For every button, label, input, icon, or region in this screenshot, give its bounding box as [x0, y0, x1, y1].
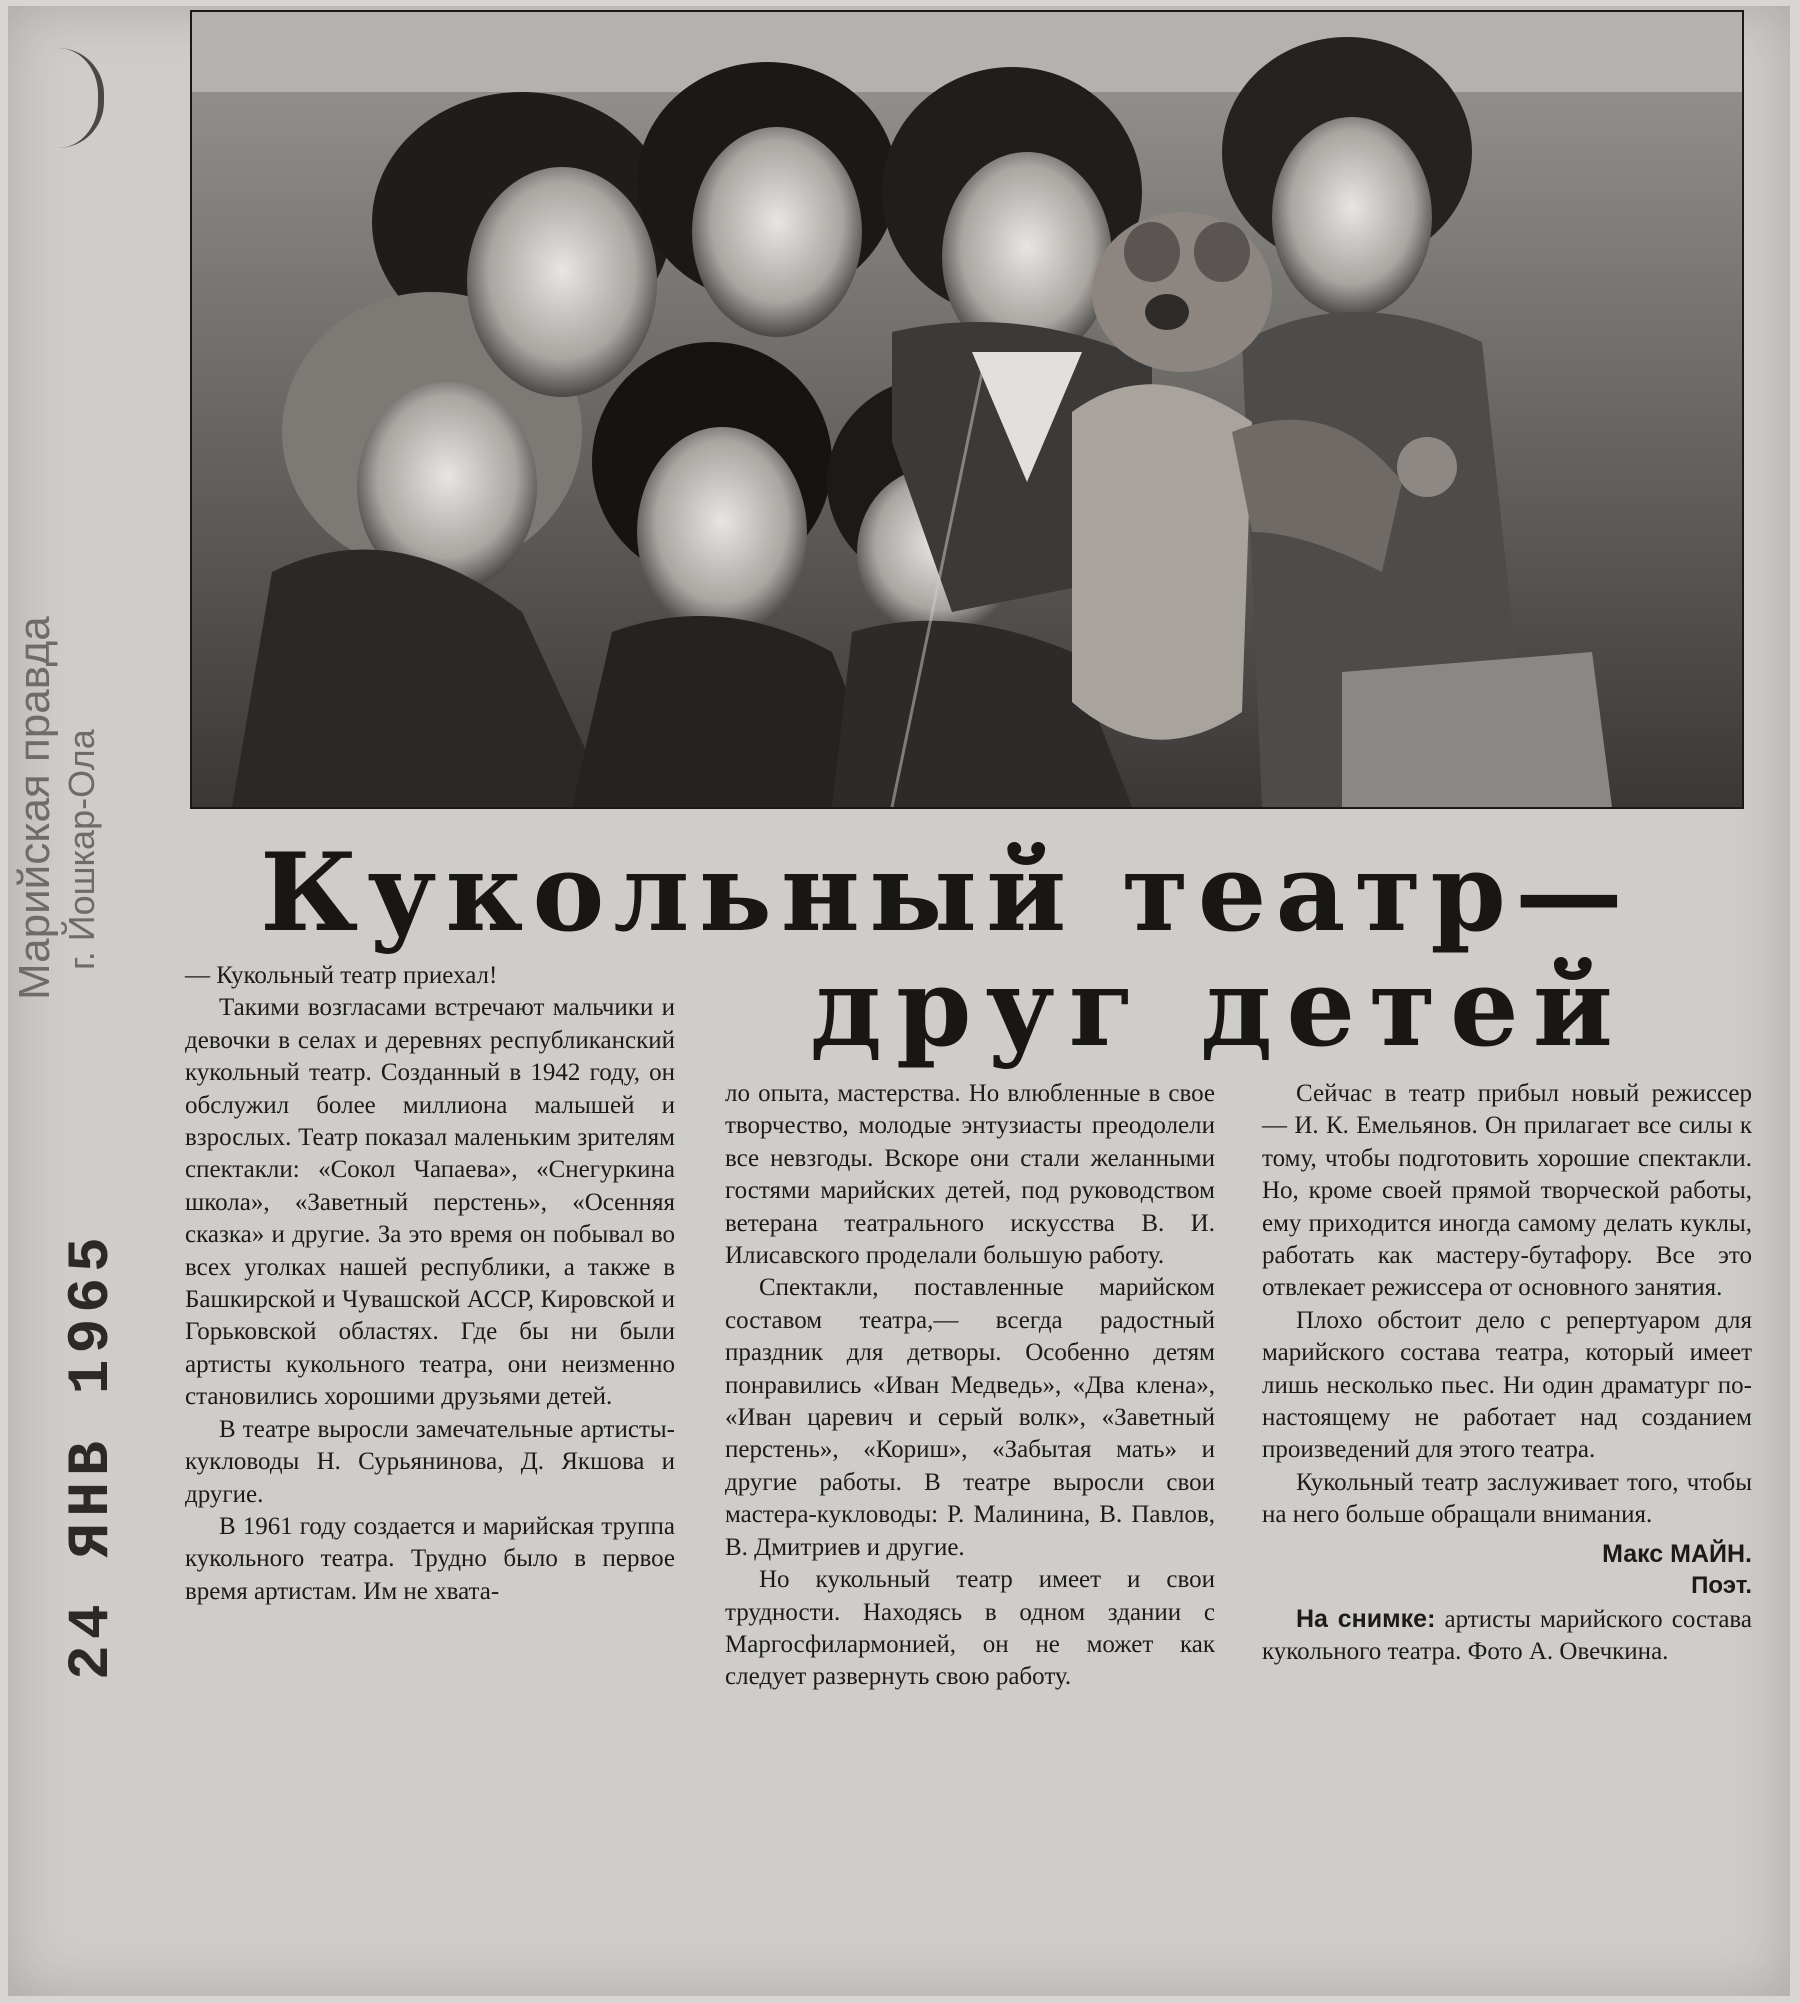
puppet-troupe-photo [190, 10, 1744, 809]
headline-line-2: друг детей [810, 945, 1627, 1071]
caption-label: На снимке: [1296, 1604, 1436, 1633]
photo-caption [1262, 1603, 1752, 1669]
article-paragraph: Сейчас в театр прибыл новый режиссер — И. К. Емельянов. Он прилагает все силы к тому, чтобы подготовить хорошие спектакли. Но, кроме своей прямой творческой работы, ему приходится иногда самому делать куклы, работать как мастеру-бутафору. Все это отвлекает режиссера от основного занятия. [1262, 1080, 1752, 1302]
article-paragraph: Кукольный театр заслуживает того, чтобы на него больше обращали внимания. [1262, 1468, 1752, 1529]
article-paragraph: — Кукольный театр приехал! [185, 962, 498, 989]
article-column-1 [185, 960, 675, 1608]
photo-puppet-troupe-icon [192, 12, 1742, 807]
author-role: Поэт. [1691, 1572, 1752, 1600]
article-paragraph: Но кукольный театр имеет и свои трудности. Находясь в одном здании с Маргосфилармонией, он не может как следует развернуть свою работу. [725, 1566, 1215, 1691]
article-column-3 [1262, 1078, 1752, 1668]
author-name: Макс МАЙН. [1602, 1539, 1752, 1568]
newspaper-city: г. Йошкар-Ола [61, 729, 102, 970]
article-paragraph: Плохо обстоит дело с репертуаром для марийского состава театра, который имеет лишь несколько пьес. Ни один драматург по-настоящему не работает над созданием произведений для этого театра. [1262, 1306, 1752, 1464]
masthead [10, 500, 160, 1000]
article-paragraph: Спектакли, поставленные марийском составом театра,— всегда радостный праздник для детворы. Особенно детям понравились «Иван Медведь», «Два клена», «Иван царевич и серый волк», «Заветный перстень», «Кориш», «Забытая мать» и другие работы. В театре выросли свои мастера-кукловоды: Р. Малинина, В. Павлов, В. Дмитриев и другие. [725, 1274, 1215, 1561]
article-paragraph: ло опыта, мастерства. Но влюбленные в свое творчество, молодые энтузиасты преодолели все невзгоды. Вскоре они стали желанными гостями марийских детей, под руководством ветерана театрального искусства В. И. Илисавского проделали большую работу. [725, 1080, 1215, 1270]
article-column-2 [725, 1078, 1215, 1694]
headline-line-1: Кукольный театр— [260, 830, 1632, 956]
article-paragraph: В театре выросли замечательные артисты-кукловоды Н. Сурьянинова, Д. Якшова и другие. [185, 1415, 675, 1508]
article-paragraph: Такими возгласами встречают мальчики и девочки в селах и деревнях республиканский кукольный театр. Созданный в 1942 году, он обслужил более миллиона малышей и взрослых. Театр показал маленьким зрителям спектакли: «Сокол Чапаева», «Снегуркина школа», «Заветный перстень», «Осенняя сказка» и другие. За это время он побывал во всех уголках нашей республики, а также в Башкирской и Чувашской АССР, Кировской и Горьковской областях. Где бы ни были артисты кукольного театра, они неизменно становились хорошими друзьями детей. [185, 994, 675, 1411]
caption-text: артисты марийского состава кукольного театра. Фото А. Овечкина. [1262, 1605, 1752, 1665]
article-paragraph: В 1961 году создается и марийская труппа кукольного театра. Трудно было в первое время артистам. Им не хвата- [185, 1512, 675, 1605]
date-stamp: 24 ЯНВ 1965 [60, 1231, 125, 1680]
newspaper-name: Марийская правда [10, 616, 59, 1000]
